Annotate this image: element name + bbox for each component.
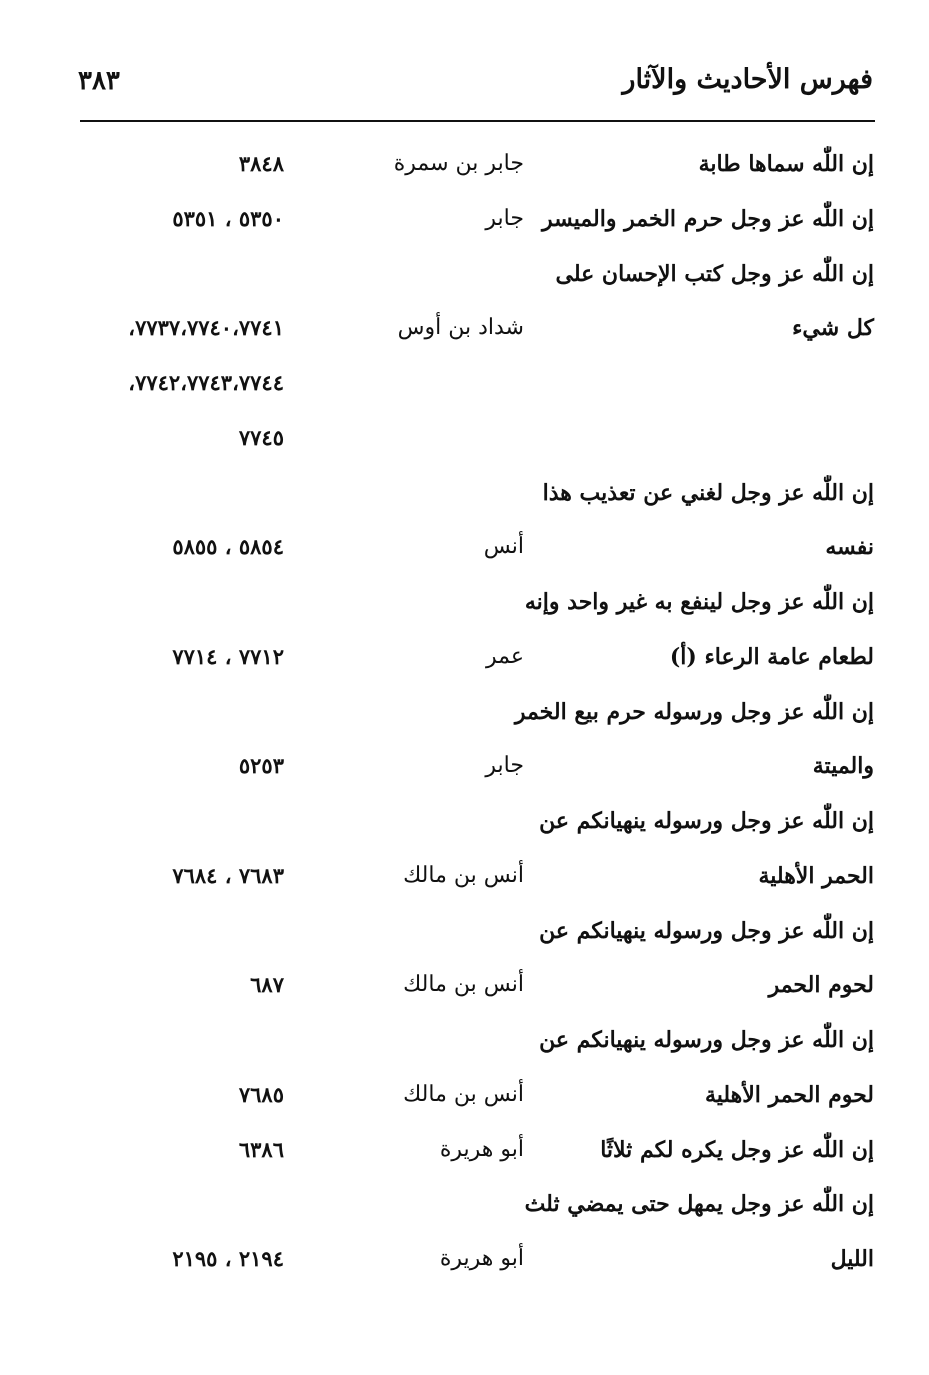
- narrator-name: جابر بن سمرة: [393, 151, 524, 176]
- narrator-name: أنس بن مالك: [403, 1081, 524, 1107]
- hadith-index-list: [0, 142, 929, 1292]
- hadith-text: نفسه: [825, 534, 874, 561]
- index-entry: [0, 963, 929, 1018]
- hadith-text: الحمر الأهلية: [758, 862, 874, 889]
- hadith-text: إن اللّٰه عز وجل ورسوله حرم بيع الخمر: [514, 698, 874, 725]
- index-entry: [0, 197, 929, 252]
- hadith-text: والميتة: [812, 753, 874, 780]
- narrator-name: أبو هريرة: [439, 1136, 524, 1162]
- index-entry: [0, 690, 929, 745]
- reference-numbers: ٧٧٣٧،٧٧٤٠،٧٧٤١،: [128, 315, 284, 341]
- hadith-text: إن اللّٰه عز وجل ورسوله ينهيانكم عن: [539, 1027, 874, 1053]
- page-title: فهرس الأحاديث والآثار: [622, 64, 873, 95]
- index-entry: [0, 1128, 929, 1183]
- narrator-name: أنس بن مالك: [403, 862, 524, 888]
- reference-numbers: ٥٨٥٤ ، ٥٨٥٥: [172, 534, 284, 560]
- reference-numbers: ٦٨٧: [250, 972, 284, 998]
- reference-numbers: ٢١٩٤ ، ٢١٩٥: [172, 1246, 284, 1271]
- narrator-name: جابر: [485, 753, 524, 779]
- index-entry: [0, 635, 929, 690]
- index-entry: [0, 306, 929, 361]
- hadith-text: إن اللّٰه عز وجل ورسوله ينهيانكم عن: [539, 917, 874, 944]
- hadith-text: إن اللّٰه عز وجل كتب الإحسان على: [555, 260, 874, 287]
- hadith-text: لطعام عامة الرعاء (أ): [669, 643, 874, 670]
- hadith-text: إن اللّٰه عز وجل يكره لكم ثلاثًا: [600, 1136, 874, 1163]
- index-entry: [0, 142, 929, 197]
- index-entry: [0, 909, 929, 964]
- hadith-text: الليل: [830, 1246, 874, 1272]
- index-entry: [0, 525, 929, 580]
- index-entry: [0, 1182, 929, 1237]
- header-divider: [80, 120, 875, 122]
- reference-numbers: ٣٨٤٨: [238, 151, 284, 176]
- index-entry: [0, 799, 929, 854]
- hadith-text: إن اللّٰه عز وجل لغني عن تعذيب هذا: [542, 479, 874, 506]
- reference-numbers: ٧٧٤٥: [238, 424, 284, 450]
- page-number: ٣٨٣: [78, 66, 120, 96]
- reference-numbers: ٧٦٨٣ ، ٧٦٨٤: [172, 862, 284, 888]
- hadith-text: كل شيء: [792, 315, 874, 342]
- index-entry: [0, 580, 929, 635]
- index-entry: [0, 1237, 929, 1292]
- index-entry: [0, 252, 929, 307]
- index-entry: [0, 744, 929, 799]
- narrator-name: أنس بن مالك: [403, 972, 524, 998]
- reference-numbers: ٥٣٥٠ ، ٥٣٥١: [172, 205, 284, 231]
- hadith-text: لحوم الحمر: [768, 972, 874, 999]
- hadith-text: إن اللّٰه عز وجل يمهل حتى يمضي ثلث: [524, 1191, 874, 1218]
- index-entry: [0, 361, 929, 416]
- index-entry: [0, 1073, 929, 1128]
- index-entry: [0, 471, 929, 526]
- hadith-text: لحوم الحمر الأهلية: [704, 1081, 874, 1108]
- hadith-text: إن اللّٰه سماها طابة: [698, 151, 874, 177]
- narrator-name: شداد بن أوس: [397, 315, 524, 341]
- narrator-name: عمر: [486, 643, 524, 669]
- reference-numbers: ٦٣٨٦: [238, 1136, 284, 1162]
- index-entry: [0, 1018, 929, 1073]
- reference-numbers: ٧٧١٢ ، ٧٧١٤: [172, 643, 284, 669]
- index-entry: [0, 416, 929, 471]
- narrator-name: أنس: [483, 534, 524, 560]
- reference-numbers: ٥٢٥٣: [238, 753, 284, 779]
- reference-numbers: ٧٦٨٥: [238, 1081, 284, 1107]
- hadith-text: إن اللّٰه عز وجل لينفع به غير واحد وإنه: [524, 589, 874, 615]
- hadith-text: إن اللّٰه عز وجل ورسوله ينهيانكم عن: [539, 808, 874, 834]
- index-entry: [0, 854, 929, 909]
- hadith-text: إن اللّٰه عز وجل حرم الخمر والميسر: [541, 205, 874, 232]
- reference-numbers: ٧٧٤٢،٧٧٤٣،٧٧٤٤،: [128, 370, 284, 395]
- narrator-name: جابر: [485, 205, 524, 231]
- narrator-name: أبو هريرة: [439, 1246, 524, 1271]
